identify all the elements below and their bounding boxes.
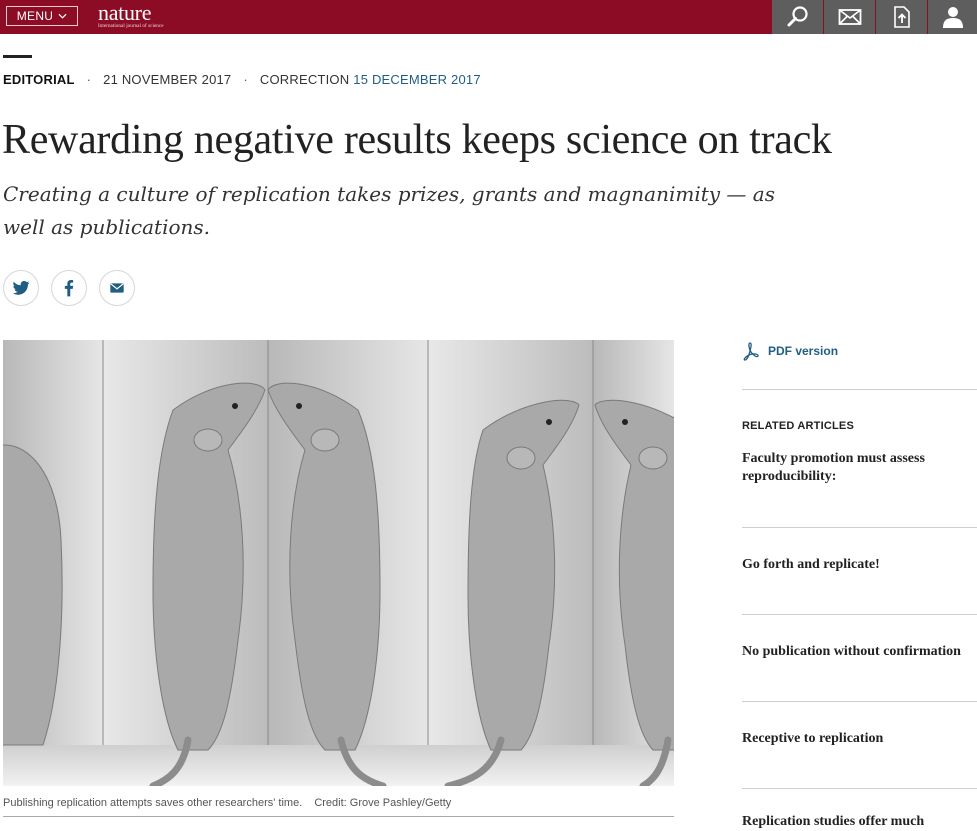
download-icon [890, 5, 914, 29]
share-twitter-button[interactable] [3, 270, 39, 306]
search-icon [786, 5, 810, 29]
related-article-link[interactable]: Go forth and replicate! [742, 557, 880, 572]
top-navigation-bar [0, 0, 977, 34]
article-meta [3, 72, 481, 87]
related-divider [742, 788, 977, 789]
article-title: Rewarding negative results keeps science on track [2, 117, 832, 163]
article-type: EDITORIAL [3, 72, 75, 87]
share-email-button[interactable] [99, 270, 135, 306]
twitter-icon [11, 278, 31, 298]
pdf-version-link[interactable] [742, 341, 838, 361]
email-alerts-button[interactable] [824, 0, 875, 34]
account-button[interactable] [928, 0, 977, 34]
related-article-link[interactable]: Receptive to replication [742, 731, 884, 746]
download-pdf-button[interactable] [876, 0, 927, 34]
search-button[interactable] [772, 0, 823, 34]
account-icon [941, 5, 965, 29]
correction-label: CORRECTION [259, 72, 350, 87]
figure-caption [3, 797, 451, 809]
menu-button[interactable] [6, 6, 78, 26]
sidebar-divider [742, 389, 977, 390]
logo-word: nature [98, 0, 152, 25]
meta-separator: · [86, 72, 92, 87]
chevron-down-icon [58, 13, 67, 19]
facebook-icon [59, 278, 79, 298]
email-icon [107, 278, 127, 298]
related-article-link[interactable]: Faculty promotion must assess reproducibility: [742, 451, 925, 484]
share-buttons [3, 270, 135, 306]
share-facebook-button[interactable] [51, 270, 87, 306]
related-article-link[interactable]: Replication studies offer much [742, 814, 925, 829]
correction-date-link[interactable]: 15 DECEMBER 2017 [353, 72, 481, 87]
pdf-version-label: PDF version [768, 344, 839, 358]
related-divider [742, 614, 977, 615]
caption-text: Publishing replication attempts saves other researchers' time. [3, 797, 303, 809]
article-lead-image[interactable] [3, 340, 674, 786]
pdf-icon [742, 341, 760, 361]
caption-credit: Credit: Grove Pashley/Getty [314, 797, 452, 809]
caption-divider [3, 816, 674, 817]
logo-tagline: International journal of science [98, 24, 164, 29]
related-article-link[interactable]: No publication without confirmation [742, 644, 961, 659]
related-divider [742, 701, 977, 702]
mail-icon [838, 5, 862, 29]
related-divider [742, 527, 977, 528]
article-standfirst: Creating a culture of replication takes prizes, grants and magnanimity — as well as publications. [3, 182, 775, 239]
nature-logo[interactable] [98, 2, 164, 30]
meta-separator: · [243, 72, 248, 87]
header-accent-rule [3, 55, 32, 58]
publish-date: 21 NOVEMBER 2017 [103, 72, 232, 87]
menu-button-label: MENU [16, 9, 54, 23]
related-articles-heading: RELATED ARTICLES [742, 420, 854, 432]
mirrored-rats-illustration [3, 340, 674, 786]
